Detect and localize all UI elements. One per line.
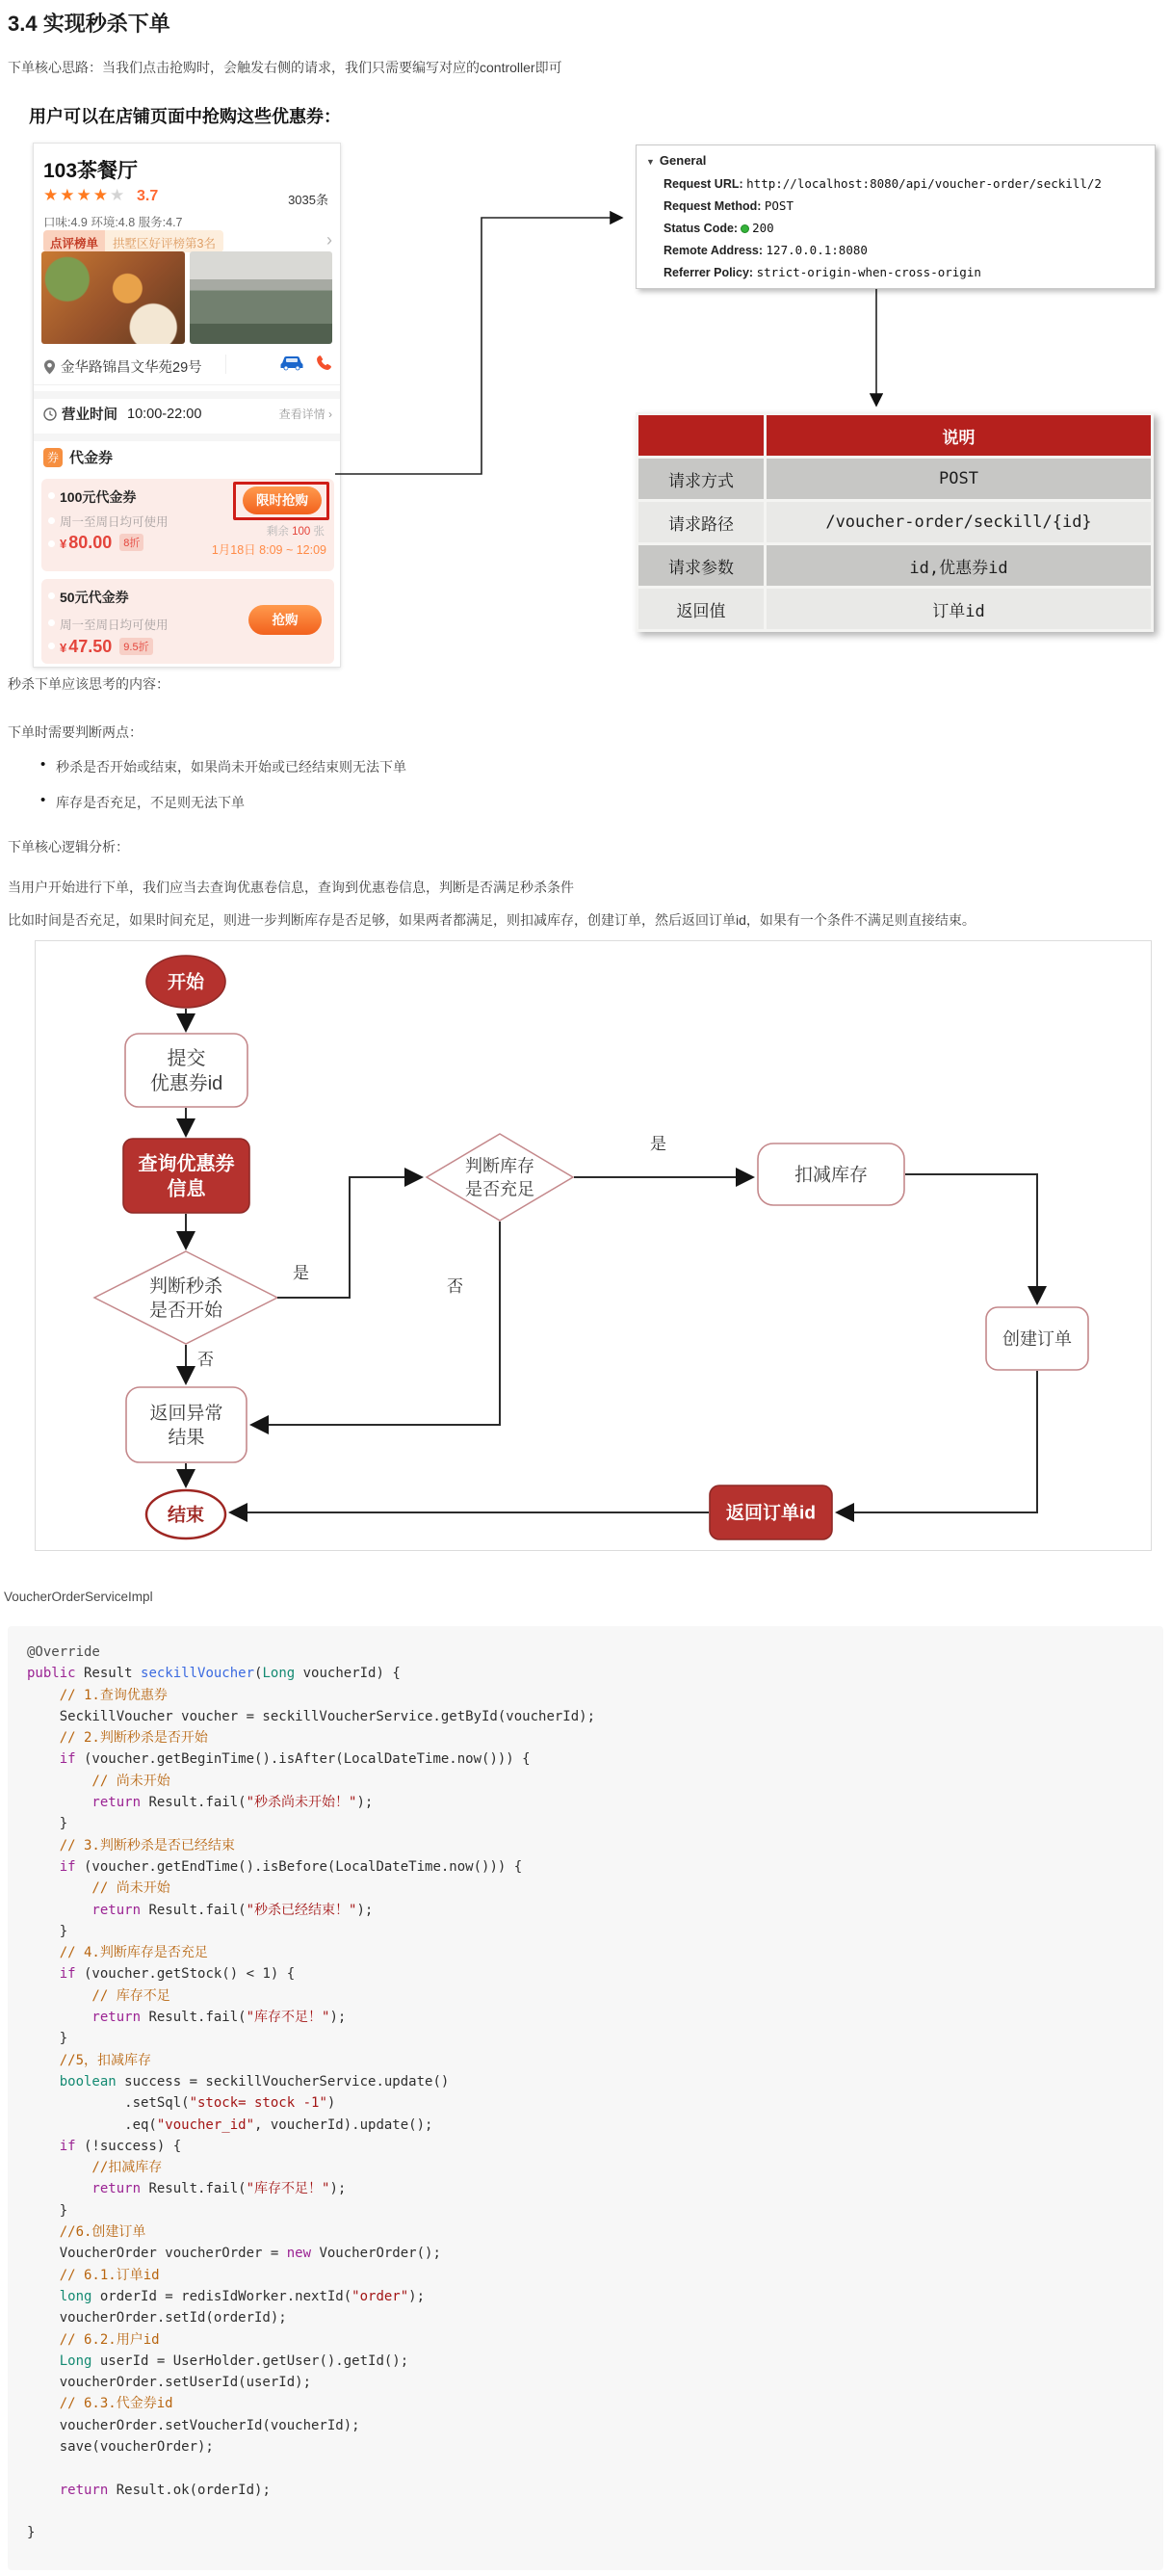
flow-edge	[837, 1371, 1037, 1512]
flow-edge	[251, 1222, 500, 1425]
note-paragraph: 下单核心逻辑分析：	[8, 839, 129, 854]
shop-photos[interactable]	[41, 251, 332, 344]
flow-node-query	[123, 1139, 249, 1213]
flow-node-return_error	[126, 1387, 247, 1462]
list-dot	[48, 643, 55, 649]
referrer-policy-row: Referrer Policy: strict-origin-when-cross-origin	[664, 265, 981, 279]
java-code-block	[8, 1626, 1163, 2570]
rating-stars	[43, 186, 158, 205]
note-bullet: • 秒杀是否开始或结束，如果尚未开始或已经结束则无法下单	[56, 757, 406, 776]
voucher-time-window: 1月18日 8:09 ~ 12:09	[211, 543, 326, 557]
devtools-general-panel	[636, 145, 1156, 289]
request-method-row: Request Method: POST	[664, 198, 794, 213]
table-header-desc: 说明	[767, 415, 1151, 456]
shop-name: 103茶餐厅	[43, 160, 139, 182]
voucher-price: ¥ 80.00 8折	[60, 533, 143, 553]
flow-node-label: 查询优惠券信息	[138, 1153, 235, 1200]
clock-icon	[43, 407, 57, 421]
flow-node-check_begin	[94, 1251, 277, 1344]
flow-node-label: 判断秒杀是否开始	[148, 1276, 223, 1322]
voucher-price: ¥ 47.50 9.5折	[60, 637, 153, 657]
flow-node-label: 返回订单id	[726, 1503, 816, 1524]
section-band	[34, 434, 340, 441]
note-paragraph: 下单时需要判断两点：	[8, 724, 143, 740]
divider	[225, 355, 226, 374]
table-row-value: 订单id	[767, 589, 1151, 629]
seckill-buy-button[interactable]: 限时抢购	[243, 486, 322, 514]
divider	[34, 384, 340, 385]
section-band	[34, 391, 340, 399]
code-lines: @Override public Result seckillVoucher(Long voucherId) { // 1.查询优惠券 SeckillVoucher voucher = seckillVoucherService.getById(voucherId); // 2.判断秒杀是否开始 if (voucher.getBeginTime().isAfter(LocalDateTime.now())) { // 尚未开始 return Result.fail("秒杀尚未开始！"); } // 3.判断秒杀是否已经结束 if (voucher.getEndTime().isBefore(LocalDateTime.now())) { // 尚未开始 return Result.fail("秒杀已经结束！"); } // 4.判断库存是否充足 if (voucher.getStock() < 1) { // 库存不足 return Result.fail("库存不足！"); } //5，扣减库存 boolean success = seckillVoucherService.update() .setSql("stock= stock -1") .eq("voucher_id", voucherId).update(); if (!success) { //扣减库存 return Result.fail("库存不足！"); } //6.创建订单 VoucherOrder voucherOrder = new VoucherOrder(); // 6.1.订单id long orderId = redisIdWorker.nextId("order"); voucherOrder.setId(orderId); // 6.2.用户id Long userId = UserHolder.getUser().getId(); voucherOrder.setUserId(userId); // 6.3.代金券id voucherOrder.setVoucherId(voucherId); save(voucherOrder); return Result.ok(orderId); }	[27, 1644, 596, 2541]
star-empty-icon: ★	[110, 186, 127, 204]
coupon-section-header	[43, 447, 113, 467]
flow-node-label: 开始	[167, 972, 205, 993]
rating-value: 3.7	[136, 188, 159, 204]
status-code-row: Status Code: 200	[664, 221, 774, 235]
address-row[interactable]	[43, 356, 332, 377]
sub-scores: 口味:4.9 环境:4.8 服务:4.7	[43, 216, 183, 229]
flow-node-submit	[125, 1034, 247, 1107]
request-url-row: Request URL: http://localhost:8080/api/voucher-order/seckill/2	[664, 176, 1102, 191]
coupon-section-title: 代金券	[69, 450, 114, 466]
rank-badges[interactable]	[43, 230, 223, 252]
star-icon: ★	[76, 186, 93, 204]
list-dot	[48, 592, 55, 599]
flow-node-label: 结束	[167, 1505, 205, 1526]
location-pin-icon	[43, 359, 56, 375]
voucher-usage: 周一至周日均可使用	[60, 618, 169, 632]
flowchart-svg	[36, 941, 1151, 1550]
voucher-stock: 剩余 100 张	[266, 526, 325, 538]
flow-node-label: 提交优惠券id	[149, 1048, 223, 1094]
voucher-title: 100元代金券	[60, 489, 137, 505]
general-section-header[interactable]: ▼ General	[646, 153, 707, 168]
voucher-card-50	[41, 579, 334, 664]
shop-address: 金华路锦昌文华苑29号	[61, 360, 202, 376]
voucher-title: 50元代金券	[60, 590, 129, 605]
star-icon: ★	[92, 186, 110, 204]
table-row-value: id,优惠券id	[767, 545, 1151, 586]
shop-photo-storefront[interactable]	[190, 251, 333, 344]
seckill-flowchart	[35, 940, 1152, 1551]
shop-photo-food[interactable]	[41, 251, 185, 344]
list-dot	[48, 619, 55, 626]
table-header-blank	[638, 415, 764, 456]
badge-secondary: 拱墅区好评榜第3名	[105, 230, 223, 252]
star-icon: ★	[60, 186, 77, 204]
flow-edge-label: 是	[650, 1135, 666, 1153]
intro-paragraph: 下单核心思路：当我们点击抢购时，会触发右侧的请求，我们只需要编写对应的controller即可	[8, 60, 562, 75]
car-icon[interactable]	[279, 355, 304, 371]
table-row-value: /voucher-order/seckill/{id}	[767, 502, 1151, 542]
flow-edge-label: 否	[197, 1351, 214, 1369]
discount-badge: 8折	[119, 534, 143, 551]
table-row-value: POST	[767, 459, 1151, 499]
list-dot	[48, 492, 55, 499]
table-row-label: 请求参数	[638, 545, 764, 586]
voucher-usage: 周一至周日均可使用	[60, 515, 169, 529]
chevron-right-icon[interactable]: ›	[326, 230, 332, 250]
list-dot	[48, 540, 55, 547]
voucher-card-100	[41, 479, 334, 571]
review-count[interactable]: 3035条	[288, 193, 328, 207]
table-row-label: 请求方式	[638, 459, 764, 499]
flow-node-label: 扣减库存	[794, 1165, 869, 1186]
note-paragraph: 当用户开始进行下单，我们应当去查询优惠卷信息，查询到优惠卷信息，判断是否满足秒杀条件	[8, 880, 574, 895]
flow-edge	[905, 1174, 1037, 1303]
disclosure-triangle-icon[interactable]: ▼	[646, 157, 655, 167]
api-spec-table	[636, 412, 1154, 632]
page-title: 3.4 实现秒杀下单	[8, 12, 170, 36]
status-ok-dot	[741, 224, 749, 233]
flow-edge-label: 否	[447, 1277, 463, 1296]
section-subheading: 用户可以在店铺页面中抢购这些优惠券：	[29, 107, 341, 126]
flow-node-check_stock	[427, 1134, 573, 1221]
note-bullet: • 库存是否充足，不足则无法下单	[56, 793, 245, 812]
remote-address-row: Remote Address: 127.0.0.1:8080	[664, 243, 868, 257]
hours-detail-link[interactable]: 查看详情 ›	[278, 407, 332, 421]
phone-icon[interactable]	[316, 355, 332, 371]
buy-button[interactable]: 抢购	[248, 605, 322, 635]
discount-badge: 9.5折	[119, 638, 152, 655]
list-dot	[48, 517, 55, 524]
hours-row	[43, 404, 332, 424]
code-file-label: VoucherOrderServiceImpl	[4, 1590, 153, 1604]
shop-page-screenshot	[33, 143, 341, 668]
note-paragraph: 比如时间是否充足，如果时间充足，则进一步判断库存是否足够，如果两者都满足，则扣减库存，创建订单，然后返回订单id，如果有一个条件不满足则直接结束。	[8, 912, 976, 928]
flow-node-label: 判断库存是否充足	[465, 1156, 534, 1199]
hours-label: 营业时间	[62, 407, 117, 423]
flow-edge-label: 是	[293, 1264, 309, 1282]
note-paragraph: 秒杀下单应该思考的内容：	[8, 676, 169, 692]
star-icon: ★	[43, 186, 61, 204]
table-row-label: 返回值	[638, 589, 764, 629]
flow-node-label: 返回异常结果	[149, 1404, 223, 1449]
flow-node-label: 创建订单	[1002, 1328, 1072, 1349]
hours-value: 10:00-22:00	[127, 406, 202, 422]
badge-primary: 点评榜单	[43, 230, 105, 252]
table-row-label: 请求路径	[638, 502, 764, 542]
coupon-icon: 券	[43, 448, 63, 467]
